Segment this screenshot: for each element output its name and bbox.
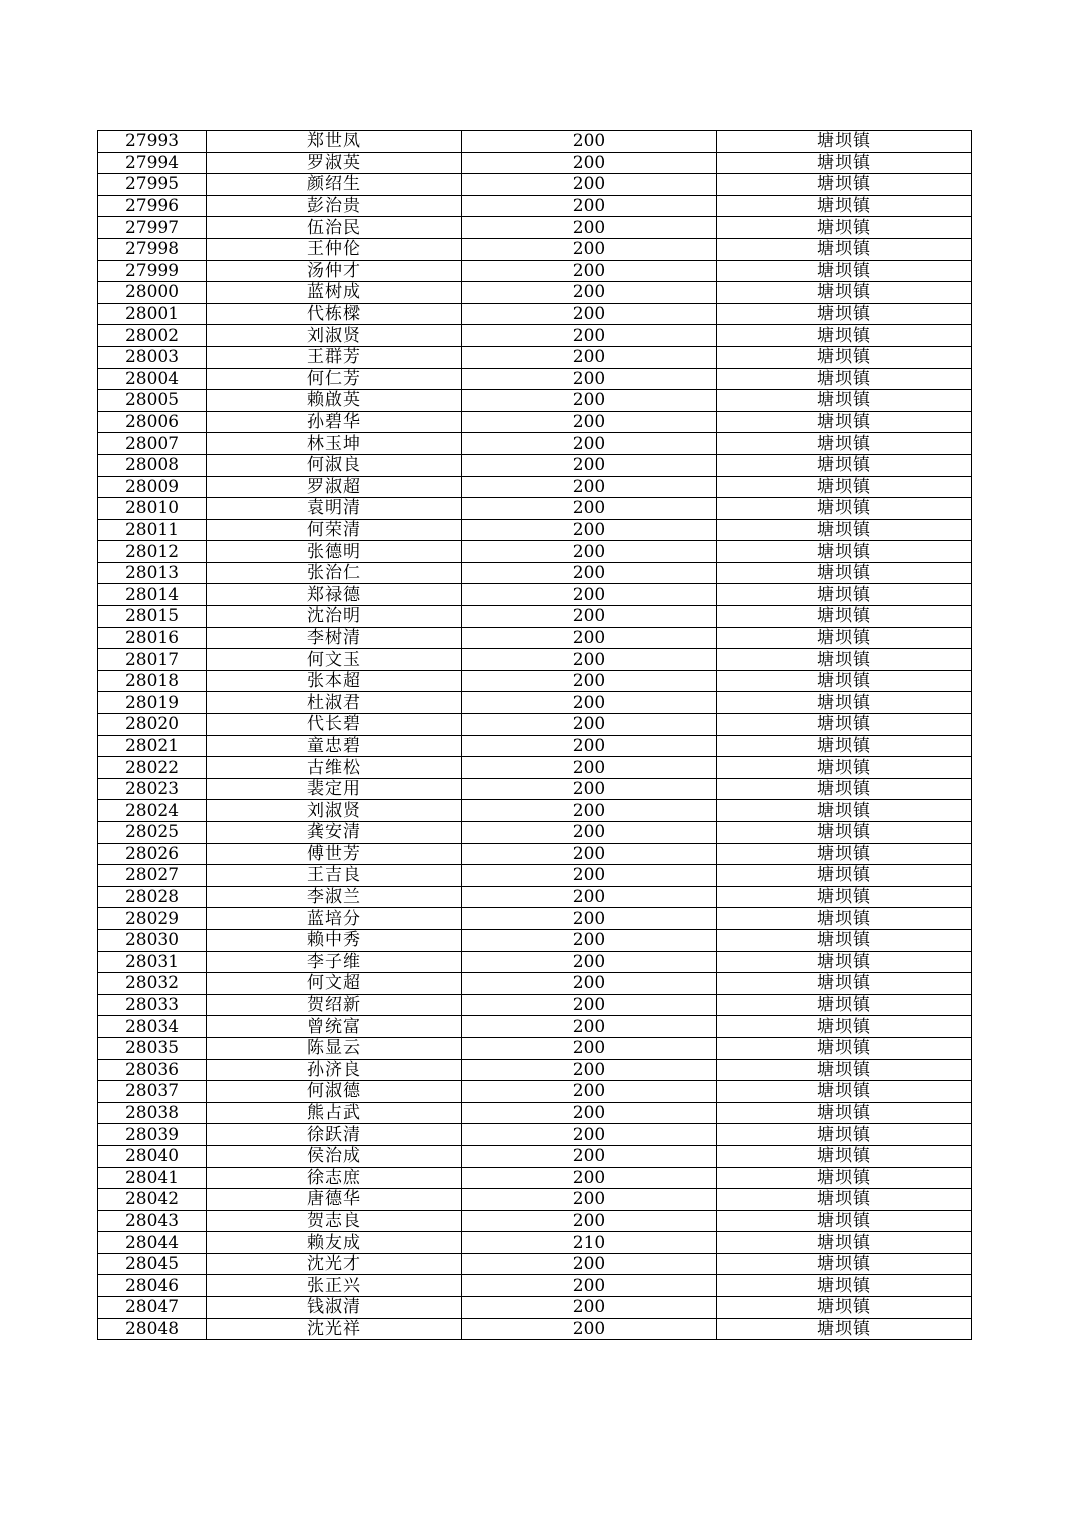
data-table xyxy=(97,130,972,1340)
id-cell: 28039 xyxy=(98,1124,207,1146)
id-cell: 28020 xyxy=(98,714,207,736)
id-cell: 28038 xyxy=(98,1102,207,1124)
name-cell: 赖友成 xyxy=(207,1232,462,1254)
table-row xyxy=(98,649,972,671)
amount-cell: 200 xyxy=(462,1145,717,1167)
town-cell: 塘坝镇 xyxy=(717,908,972,930)
name-cell: 徐跃清 xyxy=(207,1124,462,1146)
amount-cell: 200 xyxy=(462,498,717,520)
name-cell: 何淑良 xyxy=(207,454,462,476)
id-cell: 28007 xyxy=(98,433,207,455)
id-cell: 28035 xyxy=(98,1037,207,1059)
amount-cell: 210 xyxy=(462,1232,717,1254)
name-cell: 代长碧 xyxy=(207,714,462,736)
table-row xyxy=(98,260,972,282)
amount-cell: 200 xyxy=(462,238,717,260)
amount-cell: 200 xyxy=(462,951,717,973)
table-row xyxy=(98,476,972,498)
table-row xyxy=(98,1124,972,1146)
amount-cell: 200 xyxy=(462,670,717,692)
amount-cell: 200 xyxy=(462,843,717,865)
amount-cell: 200 xyxy=(462,390,717,412)
amount-cell: 200 xyxy=(462,1189,717,1211)
name-cell: 袁明清 xyxy=(207,498,462,520)
town-cell: 塘坝镇 xyxy=(717,973,972,995)
id-cell: 28021 xyxy=(98,735,207,757)
town-cell: 塘坝镇 xyxy=(717,778,972,800)
id-cell: 28036 xyxy=(98,1059,207,1081)
name-cell: 何文玉 xyxy=(207,649,462,671)
id-cell: 28034 xyxy=(98,1016,207,1038)
table-row xyxy=(98,282,972,304)
amount-cell: 200 xyxy=(462,822,717,844)
town-cell: 塘坝镇 xyxy=(717,152,972,174)
table-row xyxy=(98,584,972,606)
town-cell: 塘坝镇 xyxy=(717,562,972,584)
amount-cell: 200 xyxy=(462,1167,717,1189)
id-cell: 28045 xyxy=(98,1253,207,1275)
amount-cell: 200 xyxy=(462,433,717,455)
name-cell: 唐德华 xyxy=(207,1189,462,1211)
name-cell: 王群芳 xyxy=(207,346,462,368)
town-cell: 塘坝镇 xyxy=(717,843,972,865)
name-cell: 彭治贵 xyxy=(207,195,462,217)
amount-cell: 200 xyxy=(462,476,717,498)
table-row xyxy=(98,174,972,196)
name-cell: 杜淑君 xyxy=(207,692,462,714)
town-cell: 塘坝镇 xyxy=(717,1232,972,1254)
town-cell: 塘坝镇 xyxy=(717,692,972,714)
id-cell: 28018 xyxy=(98,670,207,692)
id-cell: 28042 xyxy=(98,1189,207,1211)
amount-cell: 200 xyxy=(462,562,717,584)
amount-cell: 200 xyxy=(462,131,717,153)
id-cell: 28041 xyxy=(98,1167,207,1189)
town-cell: 塘坝镇 xyxy=(717,217,972,239)
table-row xyxy=(98,1297,972,1319)
name-cell: 孙碧华 xyxy=(207,411,462,433)
town-cell: 塘坝镇 xyxy=(717,519,972,541)
id-cell: 28011 xyxy=(98,519,207,541)
name-cell: 何淑德 xyxy=(207,1081,462,1103)
amount-cell: 200 xyxy=(462,627,717,649)
table-row xyxy=(98,778,972,800)
amount-cell: 200 xyxy=(462,541,717,563)
id-cell: 28044 xyxy=(98,1232,207,1254)
table-row xyxy=(98,562,972,584)
amount-cell: 200 xyxy=(462,865,717,887)
table-row xyxy=(98,714,972,736)
town-cell: 塘坝镇 xyxy=(717,411,972,433)
amount-cell: 200 xyxy=(462,260,717,282)
table-row xyxy=(98,951,972,973)
town-cell: 塘坝镇 xyxy=(717,735,972,757)
name-cell: 何文超 xyxy=(207,973,462,995)
id-cell: 28015 xyxy=(98,606,207,628)
name-cell: 童忠碧 xyxy=(207,735,462,757)
name-cell: 郑禄德 xyxy=(207,584,462,606)
amount-cell: 200 xyxy=(462,1016,717,1038)
id-cell: 28040 xyxy=(98,1145,207,1167)
name-cell: 沈光祥 xyxy=(207,1318,462,1340)
name-cell: 沈光才 xyxy=(207,1253,462,1275)
town-cell: 塘坝镇 xyxy=(717,303,972,325)
name-cell: 熊占武 xyxy=(207,1102,462,1124)
amount-cell: 200 xyxy=(462,994,717,1016)
amount-cell: 200 xyxy=(462,1275,717,1297)
name-cell: 颜绍生 xyxy=(207,174,462,196)
town-cell: 塘坝镇 xyxy=(717,433,972,455)
name-cell: 钱淑清 xyxy=(207,1297,462,1319)
id-cell: 28019 xyxy=(98,692,207,714)
town-cell: 塘坝镇 xyxy=(717,1102,972,1124)
town-cell: 塘坝镇 xyxy=(717,649,972,671)
amount-cell: 200 xyxy=(462,1318,717,1340)
amount-cell: 200 xyxy=(462,584,717,606)
table-row xyxy=(98,433,972,455)
town-cell: 塘坝镇 xyxy=(717,800,972,822)
name-cell: 代栋樑 xyxy=(207,303,462,325)
amount-cell: 200 xyxy=(462,195,717,217)
name-cell: 侯治成 xyxy=(207,1145,462,1167)
table-row xyxy=(98,800,972,822)
name-cell: 王吉良 xyxy=(207,865,462,887)
name-cell: 张正兴 xyxy=(207,1275,462,1297)
name-cell: 伍治民 xyxy=(207,217,462,239)
amount-cell: 200 xyxy=(462,1124,717,1146)
table-row xyxy=(98,735,972,757)
id-cell: 28025 xyxy=(98,822,207,844)
id-cell: 28032 xyxy=(98,973,207,995)
table-row xyxy=(98,1189,972,1211)
town-cell: 塘坝镇 xyxy=(717,282,972,304)
table-row xyxy=(98,368,972,390)
town-cell: 塘坝镇 xyxy=(717,346,972,368)
table-row xyxy=(98,1318,972,1340)
name-cell: 孙济良 xyxy=(207,1059,462,1081)
name-cell: 郑世凤 xyxy=(207,131,462,153)
amount-cell: 200 xyxy=(462,1253,717,1275)
town-cell: 塘坝镇 xyxy=(717,541,972,563)
amount-cell: 200 xyxy=(462,346,717,368)
name-cell: 蓝树成 xyxy=(207,282,462,304)
table-row xyxy=(98,411,972,433)
town-cell: 塘坝镇 xyxy=(717,670,972,692)
id-cell: 28014 xyxy=(98,584,207,606)
table-row xyxy=(98,1167,972,1189)
id-cell: 28027 xyxy=(98,865,207,887)
name-cell: 赖啟英 xyxy=(207,390,462,412)
name-cell: 贺志良 xyxy=(207,1210,462,1232)
town-cell: 塘坝镇 xyxy=(717,1318,972,1340)
amount-cell: 200 xyxy=(462,411,717,433)
name-cell: 刘淑贤 xyxy=(207,325,462,347)
table-row xyxy=(98,541,972,563)
table-row xyxy=(98,908,972,930)
amount-cell: 200 xyxy=(462,325,717,347)
town-cell: 塘坝镇 xyxy=(717,1210,972,1232)
amount-cell: 200 xyxy=(462,886,717,908)
name-cell: 裴定用 xyxy=(207,778,462,800)
town-cell: 塘坝镇 xyxy=(717,325,972,347)
amount-cell: 200 xyxy=(462,908,717,930)
town-cell: 塘坝镇 xyxy=(717,627,972,649)
amount-cell: 200 xyxy=(462,303,717,325)
name-cell: 李淑兰 xyxy=(207,886,462,908)
table-row xyxy=(98,670,972,692)
table-row xyxy=(98,1145,972,1167)
town-cell: 塘坝镇 xyxy=(717,606,972,628)
name-cell: 李树清 xyxy=(207,627,462,649)
table-row xyxy=(98,131,972,153)
id-cell: 28013 xyxy=(98,562,207,584)
id-cell: 27995 xyxy=(98,174,207,196)
amount-cell: 200 xyxy=(462,649,717,671)
id-cell: 28012 xyxy=(98,541,207,563)
table-body xyxy=(98,131,972,1340)
amount-cell: 200 xyxy=(462,800,717,822)
id-cell: 28002 xyxy=(98,325,207,347)
id-cell: 28016 xyxy=(98,627,207,649)
town-cell: 塘坝镇 xyxy=(717,1167,972,1189)
id-cell: 28047 xyxy=(98,1297,207,1319)
id-cell: 28030 xyxy=(98,929,207,951)
table-row xyxy=(98,454,972,476)
table-row xyxy=(98,1016,972,1038)
table-row xyxy=(98,519,972,541)
amount-cell: 200 xyxy=(462,757,717,779)
table-row xyxy=(98,692,972,714)
name-cell: 李子维 xyxy=(207,951,462,973)
name-cell: 张本超 xyxy=(207,670,462,692)
name-cell: 何荣清 xyxy=(207,519,462,541)
id-cell: 28033 xyxy=(98,994,207,1016)
town-cell: 塘坝镇 xyxy=(717,1189,972,1211)
id-cell: 28017 xyxy=(98,649,207,671)
amount-cell: 200 xyxy=(462,929,717,951)
id-cell: 28004 xyxy=(98,368,207,390)
name-cell: 罗淑英 xyxy=(207,152,462,174)
town-cell: 塘坝镇 xyxy=(717,454,972,476)
id-cell: 28005 xyxy=(98,390,207,412)
table-row xyxy=(98,843,972,865)
table-row xyxy=(98,606,972,628)
name-cell: 蓝培分 xyxy=(207,908,462,930)
town-cell: 塘坝镇 xyxy=(717,1253,972,1275)
town-cell: 塘坝镇 xyxy=(717,195,972,217)
amount-cell: 200 xyxy=(462,174,717,196)
name-cell: 陈显云 xyxy=(207,1037,462,1059)
town-cell: 塘坝镇 xyxy=(717,1145,972,1167)
town-cell: 塘坝镇 xyxy=(717,1037,972,1059)
amount-cell: 200 xyxy=(462,1059,717,1081)
id-cell: 28003 xyxy=(98,346,207,368)
table-row xyxy=(98,1102,972,1124)
town-cell: 塘坝镇 xyxy=(717,498,972,520)
name-cell: 王仲伦 xyxy=(207,238,462,260)
table-row xyxy=(98,994,972,1016)
id-cell: 28031 xyxy=(98,951,207,973)
amount-cell: 200 xyxy=(462,778,717,800)
id-cell: 28000 xyxy=(98,282,207,304)
amount-cell: 200 xyxy=(462,1210,717,1232)
table-row xyxy=(98,1232,972,1254)
table-row xyxy=(98,325,972,347)
id-cell: 27997 xyxy=(98,217,207,239)
id-cell: 27999 xyxy=(98,260,207,282)
name-cell: 张德明 xyxy=(207,541,462,563)
table-row xyxy=(98,1081,972,1103)
id-cell: 27993 xyxy=(98,131,207,153)
town-cell: 塘坝镇 xyxy=(717,584,972,606)
town-cell: 塘坝镇 xyxy=(717,1081,972,1103)
town-cell: 塘坝镇 xyxy=(717,476,972,498)
amount-cell: 200 xyxy=(462,692,717,714)
table-row xyxy=(98,1210,972,1232)
table-row xyxy=(98,822,972,844)
name-cell: 徐志庶 xyxy=(207,1167,462,1189)
name-cell: 古维松 xyxy=(207,757,462,779)
town-cell: 塘坝镇 xyxy=(717,929,972,951)
amount-cell: 200 xyxy=(462,973,717,995)
table-row xyxy=(98,1059,972,1081)
id-cell: 28043 xyxy=(98,1210,207,1232)
amount-cell: 200 xyxy=(462,519,717,541)
name-cell: 沈治明 xyxy=(207,606,462,628)
town-cell: 塘坝镇 xyxy=(717,238,972,260)
table-row xyxy=(98,238,972,260)
name-cell: 林玉坤 xyxy=(207,433,462,455)
town-cell: 塘坝镇 xyxy=(717,951,972,973)
table-row xyxy=(98,498,972,520)
amount-cell: 200 xyxy=(462,714,717,736)
table-row xyxy=(98,217,972,239)
name-cell: 罗淑超 xyxy=(207,476,462,498)
name-cell: 何仁芳 xyxy=(207,368,462,390)
town-cell: 塘坝镇 xyxy=(717,994,972,1016)
table-row xyxy=(98,1253,972,1275)
id-cell: 28048 xyxy=(98,1318,207,1340)
town-cell: 塘坝镇 xyxy=(717,174,972,196)
town-cell: 塘坝镇 xyxy=(717,390,972,412)
table-row xyxy=(98,1037,972,1059)
town-cell: 塘坝镇 xyxy=(717,368,972,390)
town-cell: 塘坝镇 xyxy=(717,822,972,844)
town-cell: 塘坝镇 xyxy=(717,1059,972,1081)
id-cell: 28008 xyxy=(98,454,207,476)
town-cell: 塘坝镇 xyxy=(717,1124,972,1146)
id-cell: 28029 xyxy=(98,908,207,930)
table-row xyxy=(98,865,972,887)
name-cell: 贺绍新 xyxy=(207,994,462,1016)
id-cell: 28010 xyxy=(98,498,207,520)
name-cell: 汤仲才 xyxy=(207,260,462,282)
table-row xyxy=(98,886,972,908)
town-cell: 塘坝镇 xyxy=(717,886,972,908)
table-row xyxy=(98,1275,972,1297)
table-row xyxy=(98,757,972,779)
table-row xyxy=(98,303,972,325)
town-cell: 塘坝镇 xyxy=(717,1016,972,1038)
name-cell: 龚安清 xyxy=(207,822,462,844)
town-cell: 塘坝镇 xyxy=(717,757,972,779)
table-row xyxy=(98,627,972,649)
id-cell: 28037 xyxy=(98,1081,207,1103)
table-row xyxy=(98,195,972,217)
id-cell: 28009 xyxy=(98,476,207,498)
name-cell: 刘淑贤 xyxy=(207,800,462,822)
town-cell: 塘坝镇 xyxy=(717,260,972,282)
id-cell: 28024 xyxy=(98,800,207,822)
amount-cell: 200 xyxy=(462,1081,717,1103)
id-cell: 27998 xyxy=(98,238,207,260)
id-cell: 28001 xyxy=(98,303,207,325)
amount-cell: 200 xyxy=(462,1297,717,1319)
amount-cell: 200 xyxy=(462,282,717,304)
id-cell: 28023 xyxy=(98,778,207,800)
amount-cell: 200 xyxy=(462,368,717,390)
id-cell: 28046 xyxy=(98,1275,207,1297)
town-cell: 塘坝镇 xyxy=(717,865,972,887)
town-cell: 塘坝镇 xyxy=(717,714,972,736)
town-cell: 塘坝镇 xyxy=(717,1297,972,1319)
amount-cell: 200 xyxy=(462,152,717,174)
name-cell: 张治仁 xyxy=(207,562,462,584)
amount-cell: 200 xyxy=(462,606,717,628)
table-row xyxy=(98,152,972,174)
id-cell: 28006 xyxy=(98,411,207,433)
id-cell: 28028 xyxy=(98,886,207,908)
name-cell: 曾统富 xyxy=(207,1016,462,1038)
amount-cell: 200 xyxy=(462,735,717,757)
amount-cell: 200 xyxy=(462,454,717,476)
town-cell: 塘坝镇 xyxy=(717,131,972,153)
table-row xyxy=(98,973,972,995)
table-row xyxy=(98,346,972,368)
amount-cell: 200 xyxy=(462,217,717,239)
town-cell: 塘坝镇 xyxy=(717,1275,972,1297)
table-row xyxy=(98,390,972,412)
id-cell: 28022 xyxy=(98,757,207,779)
id-cell: 27996 xyxy=(98,195,207,217)
amount-cell: 200 xyxy=(462,1037,717,1059)
table-row xyxy=(98,929,972,951)
id-cell: 28026 xyxy=(98,843,207,865)
name-cell: 傅世芳 xyxy=(207,843,462,865)
amount-cell: 200 xyxy=(462,1102,717,1124)
name-cell: 赖中秀 xyxy=(207,929,462,951)
id-cell: 27994 xyxy=(98,152,207,174)
